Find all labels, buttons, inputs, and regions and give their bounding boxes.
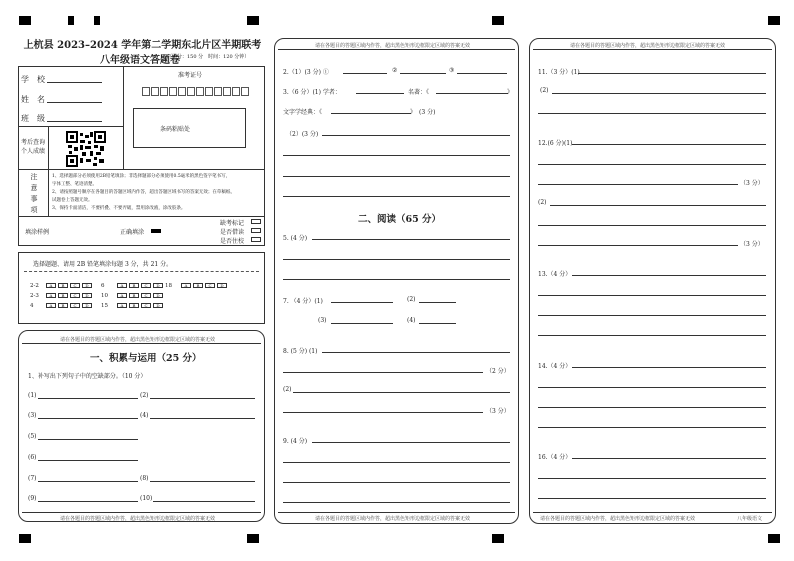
registration-mark xyxy=(94,16,100,25)
q9-line[interactable] xyxy=(283,502,510,503)
q12-line[interactable] xyxy=(538,225,766,226)
q14-line[interactable] xyxy=(572,367,766,368)
q8-points: （3 分） xyxy=(486,408,510,415)
blank-label: (3) xyxy=(28,412,37,419)
q11-2-label: (2) xyxy=(540,87,549,94)
qr-caption: 考后查询 个人成绩 xyxy=(21,139,46,155)
q2-blank-1[interactable] xyxy=(343,73,387,74)
q7-blank-2[interactable] xyxy=(419,302,456,303)
choice-instruction: 选择题题、请用 2B 铅笔填涂每题 3 分，共 21 分。 xyxy=(33,261,173,268)
class-label: 班 级 xyxy=(21,114,45,123)
registration-mark xyxy=(247,534,259,543)
q16-line[interactable] xyxy=(538,498,766,499)
q12-line[interactable] xyxy=(538,184,738,185)
qr-code-icon xyxy=(66,131,106,167)
q12-line[interactable] xyxy=(538,164,766,165)
blank-8[interactable] xyxy=(150,481,255,482)
q8-points: （2 分） xyxy=(486,368,510,375)
name-field[interactable] xyxy=(47,102,102,103)
q9-line[interactable] xyxy=(283,462,510,463)
choice-row[interactable]: 6 A B C D xyxy=(101,283,165,289)
registration-mark xyxy=(19,16,31,25)
q1-prompt: 1、补写出下列句子中的空缺部分。（10 分） xyxy=(28,373,147,380)
correct-fill-label: 正确填涂 xyxy=(120,229,145,236)
q8-2-label: (2) xyxy=(283,386,292,393)
q5-label: 5. (4 分) xyxy=(283,235,308,242)
barcode-label: 条码粘贴处 xyxy=(160,126,191,133)
blank-4[interactable] xyxy=(150,418,255,419)
q2-mark: ② xyxy=(392,67,398,74)
q8-line[interactable] xyxy=(283,372,483,373)
missing-exam-label: 缺考标记 xyxy=(220,220,245,227)
q9-line[interactable] xyxy=(283,482,510,483)
boundary-note: 请在各题目的答题区域内作答，超出黑色矩形边框限定区域的答案无效 xyxy=(60,516,216,522)
blank-label: (5) xyxy=(28,433,37,440)
flag1-box[interactable] xyxy=(251,228,261,233)
q12-2-label: (2) xyxy=(538,199,547,206)
q3-2-line[interactable] xyxy=(283,196,510,197)
q14-line[interactable] xyxy=(538,387,766,388)
q8-line[interactable] xyxy=(283,412,483,413)
boundary-note: 请在各题目的答题区域内作答，超出黑色矩形边框限定区域的答案无效 xyxy=(315,43,471,49)
q3-2-line[interactable] xyxy=(283,155,510,156)
flag2-box[interactable] xyxy=(251,237,261,242)
q3-book[interactable] xyxy=(436,93,508,94)
q9-label: 9. (4 分) xyxy=(283,438,308,445)
q14-line[interactable] xyxy=(538,407,766,408)
q13-line[interactable] xyxy=(538,315,766,316)
class-field[interactable] xyxy=(47,121,102,122)
q12-label: 12.(6 分)(1) xyxy=(538,140,573,147)
choice-row[interactable]: 2-2 A B C D xyxy=(30,283,94,289)
q14-line[interactable] xyxy=(538,427,766,428)
q13-label: 13.（4 分） xyxy=(538,271,572,278)
q13-line[interactable] xyxy=(572,275,766,276)
blank-2[interactable] xyxy=(150,398,255,399)
school-field[interactable] xyxy=(47,82,102,83)
blank-5[interactable] xyxy=(38,439,138,440)
q7-mark: (4) xyxy=(407,317,416,324)
q12-line[interactable] xyxy=(550,205,766,206)
q5-line[interactable] xyxy=(283,279,510,280)
q9-line[interactable] xyxy=(312,442,510,443)
q8-label: 8. (5 分) (1) xyxy=(283,348,318,355)
q3-book-close: 》 xyxy=(507,89,514,96)
q3-quote[interactable] xyxy=(331,113,411,114)
part2-title: 二、阅读（65 分） xyxy=(358,214,442,225)
registration-mark xyxy=(492,16,504,25)
q5-line[interactable] xyxy=(312,239,510,240)
blank-3[interactable] xyxy=(38,418,138,419)
blank-label: (4) xyxy=(140,412,149,419)
boundary-note: 请在各题目的答题区域内作答，超出黑色矩形边框限定区域的答案无效 xyxy=(315,516,471,522)
exam-number-label: 准考证号 xyxy=(178,72,203,79)
q7-mark: (2) xyxy=(407,296,416,303)
q8-line[interactable] xyxy=(293,392,510,393)
flag2-label: 是否住校 xyxy=(220,238,245,245)
q2-label: 2.（1）(3 分) ① xyxy=(283,69,329,76)
q3-quote-label: 文字学经典：《 xyxy=(283,109,323,116)
registration-mark xyxy=(492,534,504,543)
q3-2-line[interactable] xyxy=(322,135,510,136)
missing-exam-box[interactable] xyxy=(251,219,261,224)
registration-mark xyxy=(19,534,31,543)
q16-label: 16.（4 分） xyxy=(538,454,572,461)
q11-line[interactable] xyxy=(578,73,766,74)
blank-label: (6) xyxy=(28,454,37,461)
q7-blank-3[interactable] xyxy=(331,323,393,324)
q3-2-line[interactable] xyxy=(283,176,510,177)
q7-label: 7. （4 分）(1) xyxy=(283,298,323,305)
blank-label: (8) xyxy=(140,475,149,482)
q16-line[interactable] xyxy=(572,458,766,459)
q13-line[interactable] xyxy=(538,335,766,336)
fill-example-label: 填涂样例 xyxy=(25,229,50,236)
q14-label: 14.（4 分） xyxy=(538,363,572,370)
q11-line[interactable] xyxy=(538,113,766,114)
exam-subtitle: 八年级语文答题卷 xyxy=(100,55,180,66)
blank-label: (10) xyxy=(140,495,153,502)
blank-1[interactable] xyxy=(38,398,138,399)
q12-line[interactable] xyxy=(538,245,738,246)
blank-9[interactable] xyxy=(38,501,138,502)
blank-10[interactable] xyxy=(153,501,255,502)
q7-mark: (3) xyxy=(318,317,327,324)
registration-mark xyxy=(68,16,74,25)
score-time: （满分：150 分 时间：120 分钟） xyxy=(167,54,250,60)
choice-row[interactable]: 10 A B C D xyxy=(101,293,165,299)
footer-tag: 八年级语文 xyxy=(737,516,763,522)
blank-7[interactable] xyxy=(38,481,138,482)
q16-line[interactable] xyxy=(538,478,766,479)
q7-blank-4[interactable] xyxy=(419,323,456,324)
exam-number-cells[interactable] xyxy=(142,81,250,100)
q13-line[interactable] xyxy=(538,295,766,296)
correct-fill-mark xyxy=(151,229,161,233)
q2-blank-2[interactable] xyxy=(400,73,446,74)
notice-list: 1、选择题部分必须使用2B铅笔填涂；非选择题部分必须使用0.5毫米的黑色签字笔书写， 字体工整、笔迹清楚。 2、请按照题号顺序在各题目的答题区域内作答，超出答题区域书写的答案无效；在草稿纸、 试题卷上答题无效。 3、保持卡面清洁，不要折叠、不要弄破，禁用涂改液，涂改胶条。 xyxy=(52,174,235,211)
q5-line[interactable] xyxy=(283,259,510,260)
choice-row[interactable]: 4 A B C D xyxy=(30,303,94,309)
name-label: 姓 名 xyxy=(21,95,45,104)
q8-line[interactable] xyxy=(322,352,510,353)
q12-points: （3 分） xyxy=(740,180,764,187)
boundary-note: 请在各题目的答题区域内作答，超出黑色矩形边框限定区域的答案无效 xyxy=(540,516,696,522)
boundary-note: 请在各题目的答题区域内作答，超出黑色矩形边框限定区域的答案无效 xyxy=(570,43,726,49)
choice-row[interactable]: 15 A B C D xyxy=(101,303,165,309)
blank-label: (9) xyxy=(28,495,37,502)
flag1-label: 是否借读 xyxy=(220,229,245,236)
q12-line[interactable] xyxy=(572,144,766,145)
q12-points: （3 分） xyxy=(740,241,764,248)
q11-label: 11.（3 分）(1) xyxy=(538,69,580,76)
registration-mark xyxy=(768,534,780,543)
school-label: 学 校 xyxy=(21,75,45,84)
blank-label: (7) xyxy=(28,475,37,482)
q11-line[interactable] xyxy=(552,93,766,94)
q3-label: 3.（6 分）(1) 学者： xyxy=(283,89,341,96)
choice-row[interactable]: 2-3 A B C D xyxy=(30,293,94,299)
part1-title: 一、积累与运用（25 分） xyxy=(90,353,202,364)
q3-2-label: （2）(3 分) xyxy=(286,131,319,138)
boundary-note: 请在各题目的答题区域内作答，超出黑色矩形边框限定区域的答案无效 xyxy=(60,337,216,343)
registration-mark xyxy=(768,16,780,25)
q3-book-label: 名著：《 xyxy=(408,89,430,96)
q7-blank-1[interactable] xyxy=(331,302,393,303)
q3-scholar[interactable] xyxy=(356,93,404,94)
notice-label: 注 意 事 项 xyxy=(30,173,38,214)
q3-quote-close: 》 (3 分) xyxy=(410,109,436,116)
choice-row[interactable]: 18 A B C D xyxy=(165,283,229,289)
registration-mark xyxy=(247,16,259,25)
blank-label: (1) xyxy=(28,392,37,399)
blank-6[interactable] xyxy=(38,460,138,461)
q2-blank-3[interactable] xyxy=(457,73,507,74)
exam-title: 上杭县 2023–2024 学年第二学期东北片区半期联考 xyxy=(23,40,262,51)
q2-mark: ③ xyxy=(449,67,455,74)
blank-label: (2) xyxy=(140,392,149,399)
